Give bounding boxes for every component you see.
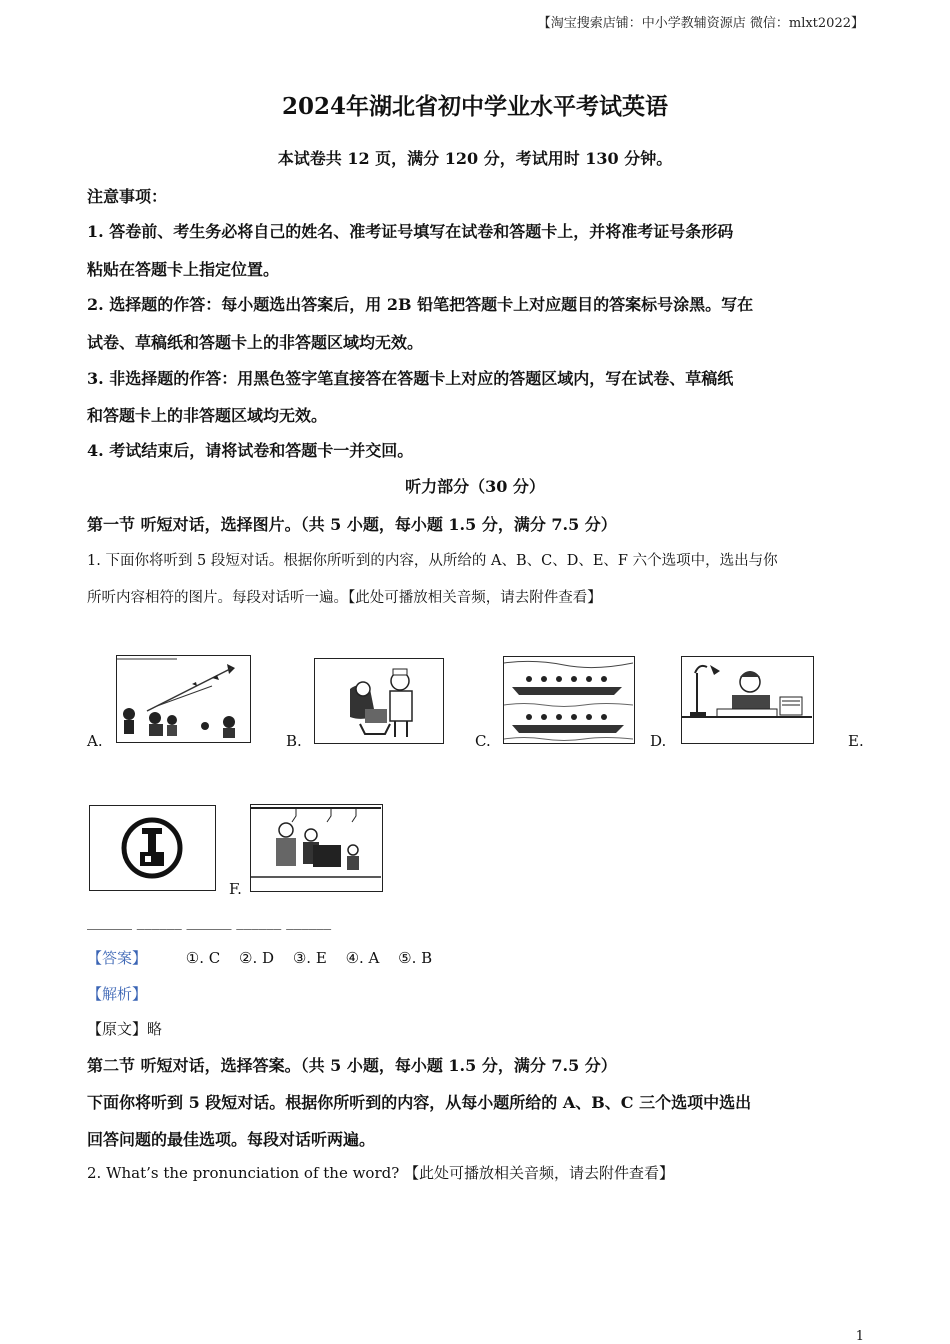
notice-line: 2. 选择题的作答：每小题选出答案后，用 2B 铅笔把答题卡上对应题目的答案标号涂黑。写在 [87, 295, 754, 314]
answer-row [87, 947, 446, 968]
option-label-c: C. [475, 732, 491, 750]
answer-item: ⑤. B [398, 949, 433, 967]
listening-heading: 听力部分（30 分） [405, 477, 545, 496]
notice-line: 粘贴在答题卡上指定位置。 [87, 260, 280, 279]
notice-line: 3. 非选择题的作答：用黑色签字笔直接答在答题卡上对应的答题区域内，写在试卷、草稿纸 [87, 369, 734, 388]
answer-label: 【答案】 [87, 949, 148, 967]
option-label-f: F. [229, 880, 242, 898]
notice-heading: 注意事项： [87, 187, 168, 206]
header-note: 【淘宝搜索店铺：中小学教辅资源店 微信：mlxt2022】 [537, 16, 864, 31]
section2-heading: 第二节 听短对话，选择答案。（共 5 小题，每小题 1.5 分，满分 7.5 分） [87, 1056, 617, 1075]
answer-blanks: ______ ______ ______ ______ ______ [87, 912, 332, 930]
notice-line: 1. 答卷前、考生务必将自己的姓名、准考证号填写在试卷和答题卡上，并将准考证号条形码 [87, 222, 734, 241]
exam-subtitle: 本试卷共 12 页，满分 120 分，考试用时 130 分钟。 [277, 149, 673, 168]
dentist-illustration [315, 659, 442, 742]
reading-illustration [682, 657, 812, 742]
no-phone-sign-illustration [90, 806, 214, 889]
section2-intro: 回答问题的最佳选项。每段对话听两遍。 [87, 1130, 376, 1149]
picture-dragon-boat [503, 656, 635, 744]
picture-kite-flying [116, 655, 251, 743]
picture-dentist [314, 658, 444, 744]
notice-line: 和答题卡上的非答题区域均无效。 [87, 406, 328, 425]
page-title: 2024年湖北省初中学业水平考试英语 [281, 93, 668, 120]
analysis-label: 【解析】 [87, 985, 148, 1003]
picture-reading-at-desk [681, 656, 814, 744]
notice-line: 4. 考试结束后，请将试卷和答题卡一并交回。 [87, 441, 414, 460]
answer-item: ②. D [239, 949, 275, 967]
picture-no-phone-sign [89, 805, 216, 891]
answer-item: ①. C [185, 949, 221, 967]
option-label-a: A. [87, 732, 103, 750]
answer-item: ④. A [345, 949, 380, 967]
option-label-b: B. [286, 732, 302, 750]
section2-intro: 下面你将听到 5 段短对话。根据你所听到的内容，从每小题所给的 A、B、C 三个选项中选出 [87, 1093, 752, 1112]
notice-line: 试卷、草稿纸和答题卡上的非答题区域均无效。 [87, 333, 424, 352]
option-label-e: E. [848, 732, 864, 750]
dragon-boat-illustration [504, 657, 633, 742]
picture-bus-seat [250, 804, 383, 892]
answer-item: ③. E [292, 949, 327, 967]
page-number: 1 [855, 1329, 864, 1344]
section1-heading: 第一节 听短对话，选择图片。（共 5 小题，每小题 1.5 分，满分 7.5 分） [87, 515, 617, 534]
question1-text: 所听内容相符的图片。每段对话听一遍。【此处可播放相关音频，请去附件查看】 [87, 590, 602, 606]
original-text: 【原文】略 [87, 1020, 163, 1038]
bus-seat-illustration [251, 805, 381, 890]
question2-text: 2. What’s the pronunciation of the word? 【此处可播放相关音频，请去附件查看】 [87, 1164, 675, 1182]
kite-flying-illustration [117, 656, 249, 741]
question1-text: 1. 下面你将听到 5 段短对话。根据你所听到的内容，从所给的 A、B、C、D、E、F 六个选项中，选出与你 [87, 553, 778, 569]
option-label-d: D. [650, 732, 667, 750]
